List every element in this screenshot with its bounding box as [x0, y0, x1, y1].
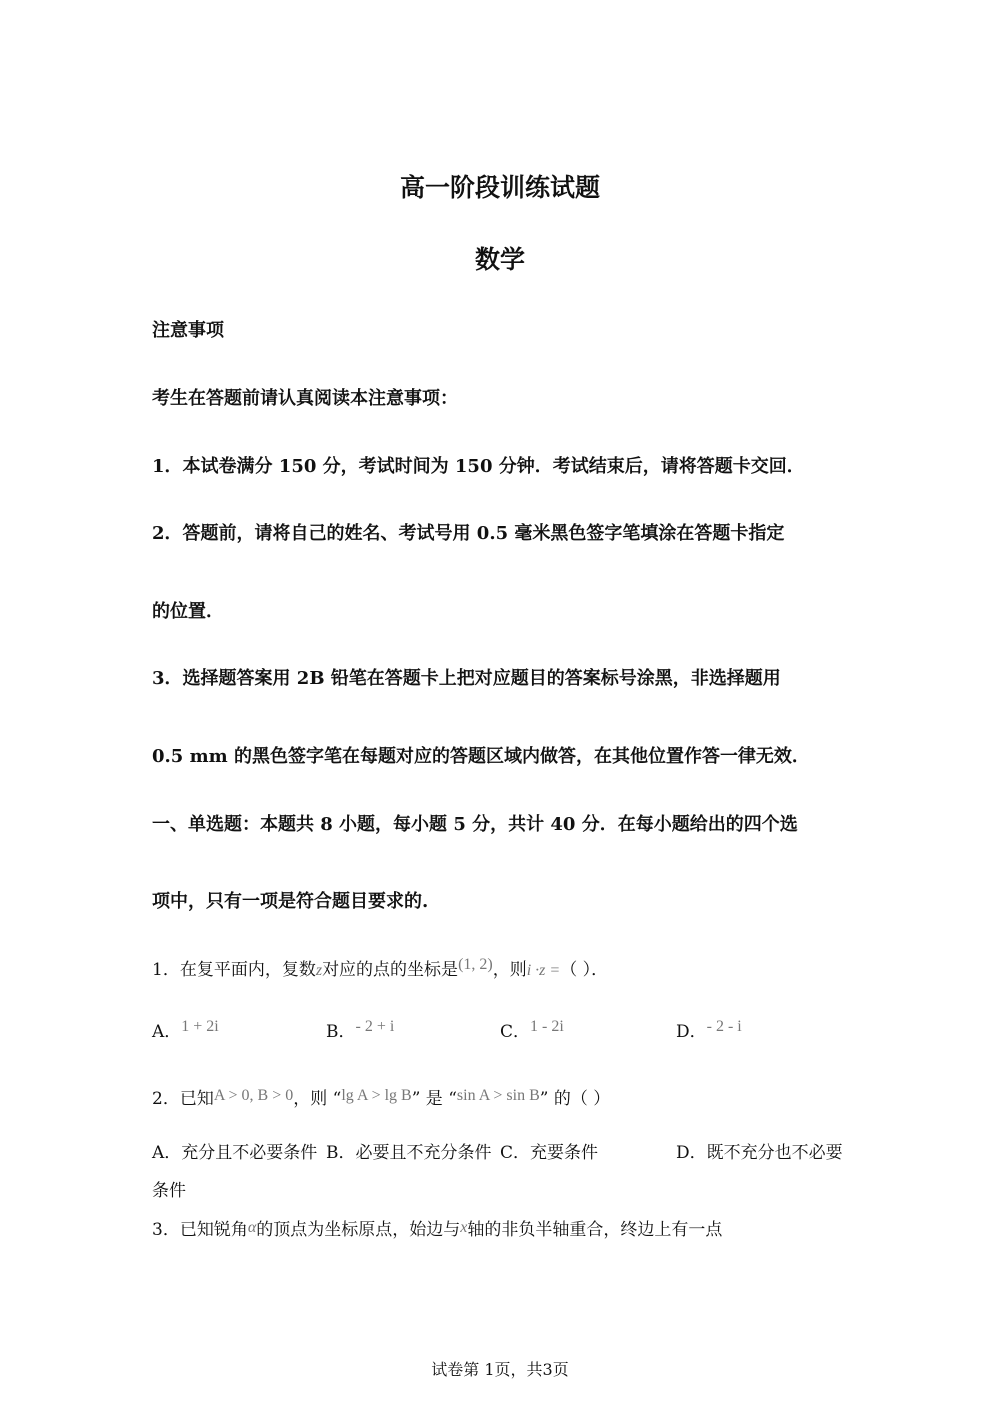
- option-value: 1 - 2i: [530, 1018, 564, 1035]
- q2-option-c[interactable]: C．充要条件: [500, 1143, 599, 1163]
- option-label: B．: [326, 1022, 356, 1042]
- q2-option-d[interactable]: D．既不充分也不必要: [676, 1143, 843, 1163]
- q1-coordinate: (1, 2): [458, 956, 493, 973]
- notice-item-3-line-2: 0.5 mm 的黑色签字笔在每题对应的答题区域内做答，在其他位置作答一律无效．: [152, 746, 810, 767]
- q2-option-a[interactable]: A．充分且不必要条件: [152, 1143, 318, 1163]
- subject-title: 数学: [474, 245, 525, 274]
- q1-text-2: 对应的点的坐标是: [322, 960, 459, 980]
- page-title: 高一阶段训练试题: [399, 173, 600, 202]
- option-label: A．: [152, 1022, 182, 1042]
- section-heading-line-2: 项中，只有一项是符合题目要求的.: [152, 891, 429, 912]
- question-1-stem: [152, 955, 608, 980]
- notice-item-1: 1．本试卷满分 150 分，考试时间为 150 分钟．考试结束后，请将答题卡交回．: [152, 456, 805, 477]
- q2-text-4: ” 的（ ）: [539, 1089, 611, 1109]
- page-footer: 试卷第 1页，共3页: [431, 1360, 569, 1379]
- q1-text-1: 1．在复平面内，复数: [152, 960, 316, 980]
- option-value: 1 + 2i: [181, 1018, 219, 1035]
- q2-text-1: 2．已知: [152, 1089, 214, 1109]
- q1-text-3: ，则: [492, 960, 527, 980]
- q2-text-3: ” 是 “: [411, 1089, 457, 1109]
- q2-expression-2: sin A > sin B: [456, 1087, 540, 1104]
- question-2-stem: [152, 1084, 610, 1109]
- q3-var-x: x: [460, 1219, 468, 1236]
- q2-condition: A > 0, B > 0: [213, 1087, 294, 1104]
- q2-expression-1: lg A > lg B: [341, 1087, 412, 1104]
- notice-item-2-line-1: 2．答题前，请将自己的姓名、考试号用 0.5 毫米黑色签字笔填涂在答题卡指定: [152, 523, 785, 544]
- q2-text-2: ，则 “: [293, 1089, 342, 1109]
- q1-text-4: （ ）．: [560, 960, 609, 980]
- q1-option-c[interactable]: [500, 1017, 564, 1042]
- q2-option-b[interactable]: B．必要且不充分条件: [326, 1143, 492, 1163]
- option-value: - 2 + i: [355, 1018, 395, 1035]
- q1-option-a[interactable]: [152, 1017, 219, 1042]
- q3-alpha: α: [247, 1219, 257, 1236]
- notice-item-2-line-2: 的位置．: [152, 601, 224, 622]
- q3-text-2: 的顶点为坐标原点，始边与: [256, 1220, 461, 1240]
- notice-intro: 考生在答题前请认真阅读本注意事项：: [152, 388, 458, 409]
- question-3-stem: [152, 1215, 722, 1240]
- notice-item-3-line-1: 3．选择题答案用 2B 铅笔在答题卡上把对应题目的答案标号涂黑，非选择题用: [152, 668, 781, 689]
- option-label: D．: [676, 1022, 707, 1042]
- q1-option-d[interactable]: [676, 1017, 742, 1042]
- option-value: - 2 - i: [706, 1018, 742, 1035]
- q3-text-3: 轴的非负半轴重合，终边上有一点: [467, 1220, 723, 1240]
- notice-heading: 注意事项: [152, 320, 224, 341]
- q3-text-1: 3．已知锐角: [152, 1220, 248, 1240]
- option-label: C．: [500, 1022, 531, 1042]
- section-heading-line-1: 一、单选题：本题共 8 小题，每小题 5 分，共计 40 分．在每小题给出的四个选: [152, 814, 798, 835]
- q1-var-z: z: [315, 962, 323, 979]
- q2-option-d-wrap: 条件: [152, 1181, 186, 1201]
- q1-expression: i ·z =: [526, 962, 561, 979]
- q1-option-b[interactable]: [326, 1017, 394, 1042]
